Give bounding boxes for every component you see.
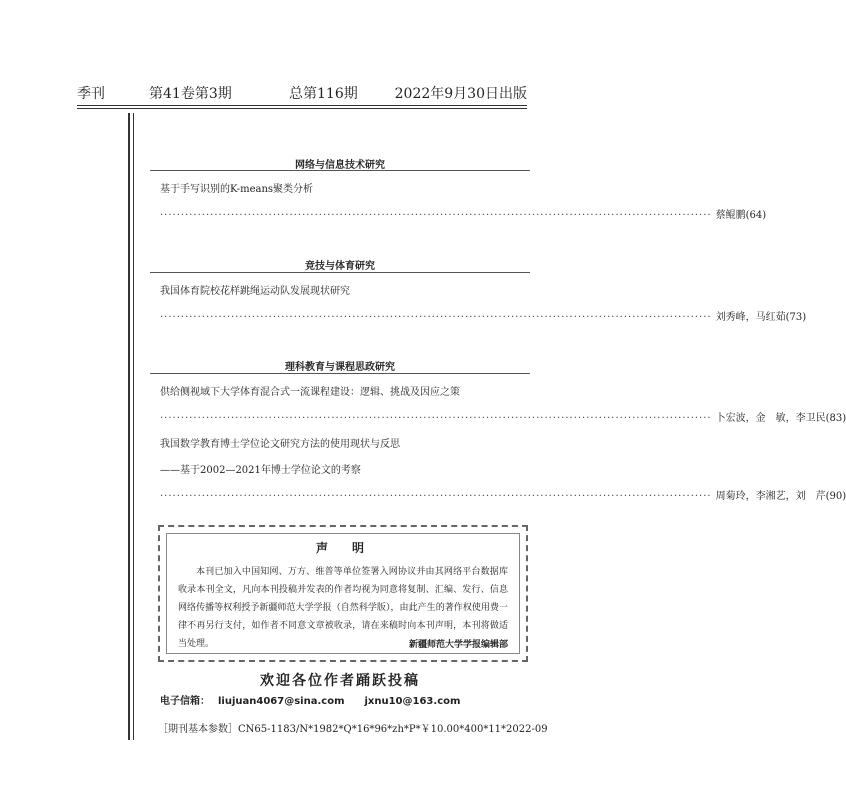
email-address-1[interactable]: liujuan4067@sina.com: [218, 696, 345, 707]
toc-entry-line: [160, 206, 767, 221]
article-title: 供给侧视域下大学体育混合式一流课程建设：逻辑、挑战及因应之策: [160, 387, 460, 398]
article-title: 我国数学教育博士学位论文研究方法的使用现状与反思: [160, 439, 400, 450]
total-issue: 总第116期: [289, 86, 358, 102]
page-header: [77, 83, 527, 103]
notice-title: 声 明: [315, 541, 370, 555]
article-subtitle: ——基于2002—2021年博士学位论文的考察: [160, 465, 361, 476]
email-label: 电子信箱：: [160, 696, 210, 707]
dot-leader: ····································································································································: [160, 491, 712, 502]
section-title: 网络与信息技术研究: [295, 160, 385, 171]
dot-leader: ····································································································································: [160, 312, 712, 323]
publication-date: 2022年9月30日出版: [394, 86, 527, 102]
welcome-banner: 欢迎各位作者踊跃投稿: [260, 673, 420, 689]
journal-type: 季刊: [77, 86, 105, 102]
toc-entry-line: [160, 409, 846, 424]
section-rule: [150, 373, 530, 374]
email-address-2[interactable]: jxnu10@163.com: [364, 696, 461, 707]
section-rule: [150, 272, 530, 273]
header-rule-2: [77, 108, 527, 109]
journal-parameters: ［期刊基本参数］CN65-1183/N*1982*Q*16*96*zh*P*￥10.00*400*11*2022-09: [158, 724, 548, 735]
section-title: 理科教育与课程思政研究: [285, 362, 395, 373]
toc-entry-line: [160, 487, 846, 502]
article-title: 基于手写识别的K-means聚类分析: [160, 184, 314, 195]
header-rule-1: [77, 105, 527, 106]
dot-leader: ····································································································································: [160, 210, 712, 221]
notice-signature: 新疆师范大学学报编辑部: [408, 640, 508, 650]
toc-entry-line: [160, 308, 807, 323]
section-rule: [150, 170, 530, 171]
section-title: 竞技与体育研究: [305, 261, 375, 272]
vertical-bar-thin: [133, 113, 134, 740]
article-title: 我国体育院校花样跳绳运动队发展现状研究: [160, 286, 350, 297]
article-authors: 卜宏波，金 敏，李卫民(83): [715, 413, 846, 424]
volume-issue: 第41卷第3期: [149, 86, 232, 102]
article-authors: 刘秀峰，马红茹(73): [715, 312, 807, 323]
article-authors: 蔡鲲鹏(64): [715, 210, 767, 221]
dot-leader: ····································································································································: [160, 413, 712, 424]
notice-body: 本刊已加入中国知网、万方、维普等单位签署入网协议并由其网络平台数据库收录本刊全文，凡向本刊投稿并发表的作者均视为同意将复制、汇编、发行、信息网络传播等权利授予新疆师范大学学报（自然科学版），由此产生的著作权使用费一律不再另行支付，如作者不同意文章被收录，请在来稿时向本刊声明，本刊将做适当处理。: [178, 567, 508, 649]
article-authors: 周菊玲，李湘艺，刘 芹(90): [715, 491, 846, 502]
vertical-bar: [128, 113, 130, 740]
email-row: [160, 692, 460, 707]
notice-box: [158, 525, 528, 662]
